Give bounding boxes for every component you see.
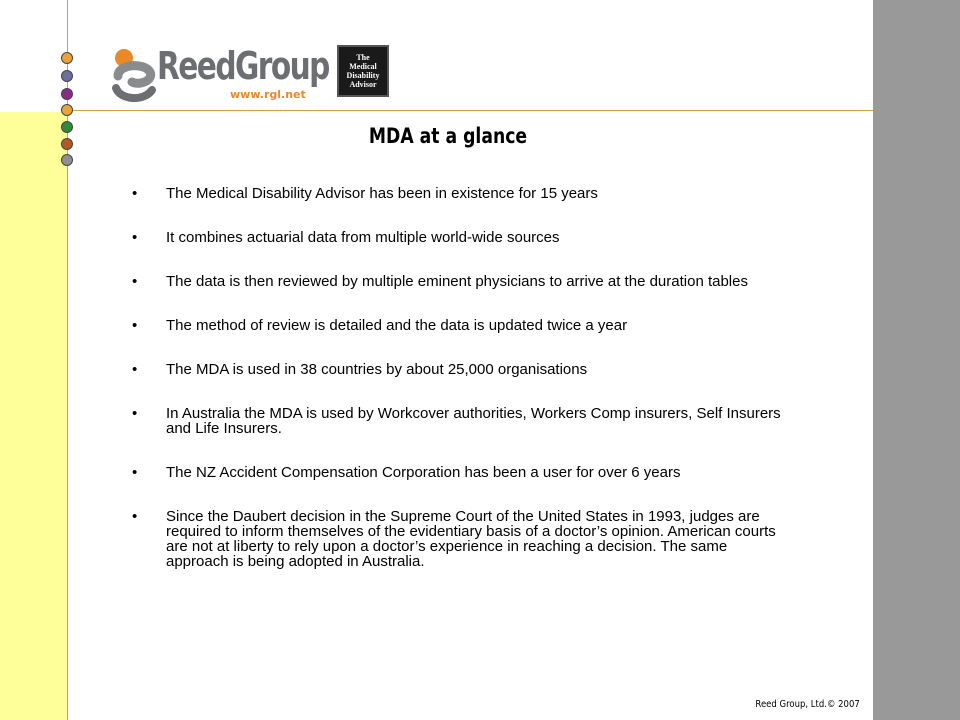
decorative-dot (61, 70, 73, 82)
bullet-mark: • (132, 229, 138, 246)
bullet-item (132, 362, 792, 377)
left-yellow-band (0, 112, 67, 720)
decorative-dot (61, 121, 73, 133)
brand-name: ReedGroup (157, 44, 329, 88)
right-gray-band (873, 0, 960, 720)
bullet-item (132, 318, 792, 333)
bullet-text: The NZ Accident Compensation Corporation has been a user for over 6 years (166, 464, 681, 481)
decorative-dot (61, 154, 73, 166)
bullet-text: In Australia the MDA is used by Workcover authorities, Workers Comp insurers, Self Insurers and Life Insurers. (166, 405, 781, 437)
bullet-text: Since the Daubert decision in the Supreme Court of the United States in 1993, judges are required to inform themselves of the evidentiary basis of a doctor’s opinion. American courts are not at liberty to rely upon a doctor’s experience in reaching a decision. The same approach is being adopted in Australia. (166, 508, 776, 570)
mda-badge-logo (337, 45, 389, 97)
bullet-mark: • (132, 508, 138, 525)
brand-url: www.rgl.net (230, 88, 306, 101)
bullet-text: The MDA is used in 38 countries by about 25,000 organisations (166, 361, 588, 378)
bullet-text: The method of review is detailed and the data is updated twice a year (166, 317, 628, 334)
bullet-mark: • (132, 361, 138, 378)
bullet-mark: • (132, 185, 138, 202)
reedgroup-logo (110, 44, 329, 104)
page-title: MDA at a glance (368, 124, 528, 148)
bullet-text: The data is then reviewed by multiple eminent physicians to arrive at the duration tables (166, 273, 748, 290)
bullet-list (132, 186, 792, 598)
decorative-dot (61, 104, 73, 116)
bullet-item (132, 406, 792, 436)
bullet-item (132, 465, 792, 480)
bullet-mark: • (132, 405, 138, 422)
header-rule (67, 110, 873, 111)
bullet-mark: • (132, 273, 138, 290)
bullet-item (132, 509, 792, 569)
reedgroup-swirl-icon (110, 46, 156, 104)
bullet-item (132, 274, 792, 289)
bullet-text: The Medical Disability Advisor has been in existence for 15 years (166, 185, 598, 202)
mda-badge-text: The Medical Disability Advisor (346, 53, 380, 89)
footer-copyright: Reed Group, Ltd.© 2007 (755, 699, 860, 710)
bullet-item (132, 230, 792, 245)
bullet-mark: • (132, 464, 138, 481)
decorative-dot (61, 88, 73, 100)
bullet-item (132, 186, 792, 201)
bullet-mark: • (132, 317, 138, 334)
decorative-dot (61, 52, 73, 64)
bullet-text: It combines actuarial data from multiple world-wide sources (166, 229, 560, 246)
decorative-dot (61, 138, 73, 150)
